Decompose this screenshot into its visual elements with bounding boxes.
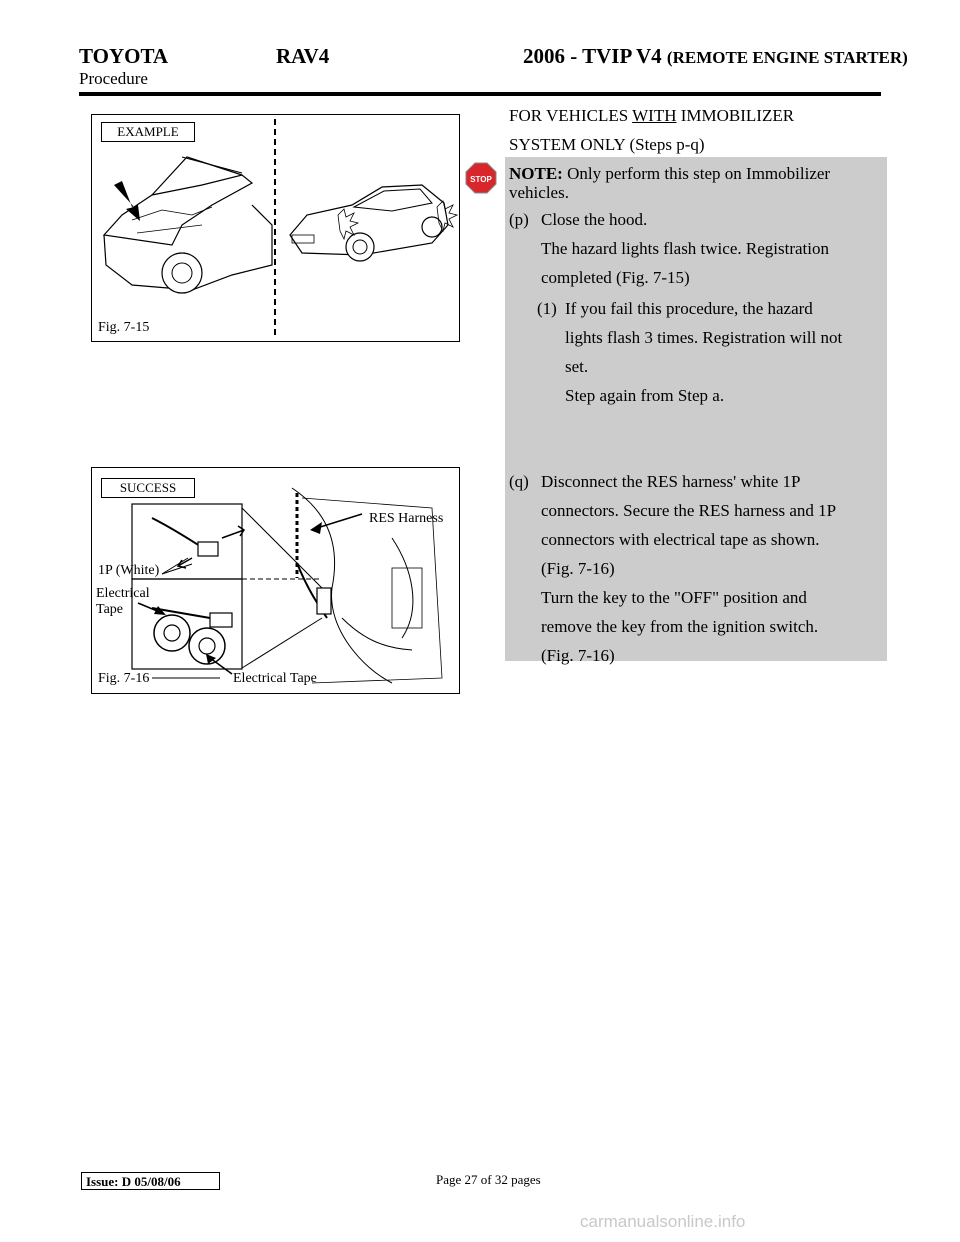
section-label: Procedure [79, 69, 148, 88]
step-q-line: (Fig. 7-16) [541, 646, 615, 665]
substep-1-number: (1) [537, 299, 557, 318]
note-text [509, 164, 869, 202]
step-q [509, 467, 884, 672]
figure-7-16-caption: Fig. 7-16 [98, 671, 150, 686]
label-electrical-tape-left-line-1: Electrical [96, 586, 150, 601]
substep-1-line: lights flash 3 times. Registration will not [565, 328, 843, 347]
figure-7-15-illustration [92, 115, 458, 340]
label-1p-white: 1P (White) [98, 563, 160, 578]
intro-line-1-post: IMMOBILIZER [676, 106, 795, 125]
intro-line-1 [509, 101, 794, 130]
header-title-main: 2006 - TVIP V4 [523, 44, 662, 68]
step-q-line: Disconnect the RES harness' white 1P [541, 472, 801, 491]
substep-1 [537, 294, 885, 414]
step-q-number: (q) [509, 472, 529, 491]
step-q-line: Turn the key to the "OFF" position and [541, 588, 807, 607]
substep-1-line: set. [565, 357, 589, 376]
substep-1-line: If you fail this procedure, the hazard [565, 299, 813, 318]
stop-sign-icon [465, 162, 497, 199]
figure-tag-example: EXAMPLE [101, 122, 195, 142]
step-q-line: (Fig. 7-16) [541, 559, 615, 578]
page-number: Page 27 of 32 pages [436, 1172, 541, 1187]
step-q-line: connectors. Secure the RES harness and 1P [541, 501, 837, 520]
intro-line-2: SYSTEM ONLY (Steps p-q) [509, 135, 705, 154]
header-make: TOYOTA [79, 44, 169, 68]
step-p-number: (p) [509, 210, 529, 229]
step-p [509, 205, 884, 295]
step-q-line: connectors with electrical tape as shown. [541, 530, 820, 549]
note-body: Only perform this step on Immobilizer vehicles. [509, 164, 831, 202]
header-title-sub: (REMOTE ENGINE STARTER) [666, 48, 908, 67]
intro-line-1-underlined: WITH [632, 106, 677, 125]
figure-7-15 [91, 114, 460, 342]
label-electrical-tape-left [96, 586, 150, 618]
step-p-line: completed (Fig. 7-15) [541, 268, 690, 287]
figure-7-15-caption: Fig. 7-15 [98, 320, 150, 335]
figure-tag-success: SUCCESS [101, 478, 195, 498]
figure-7-16 [91, 467, 460, 694]
header-rule [79, 92, 881, 96]
step-q-line: remove the key from the ignition switch. [541, 617, 819, 636]
header-model: RAV4 [276, 44, 330, 68]
stop-sign-text: STOP [470, 175, 492, 184]
label-res-harness: RES Harness [369, 511, 444, 526]
figure-7-16-illustration [92, 468, 458, 692]
intro-line-1-pre: FOR VEHICLES [509, 106, 633, 125]
note-label: NOTE: [509, 164, 563, 183]
substep-1-line: Step again from Step a. [565, 386, 725, 405]
label-electrical-tape-left-line-2: Tape [96, 602, 124, 617]
step-p-line: The hazard lights flash twice. Registration [541, 239, 829, 258]
watermark: carmanualsonline.info [580, 1212, 746, 1231]
header-title [523, 44, 908, 69]
label-electrical-tape-bottom: Electrical Tape [233, 671, 317, 686]
issue-box: Issue: D 05/08/06 [81, 1172, 220, 1190]
step-p-line: Close the hood. [541, 210, 648, 229]
